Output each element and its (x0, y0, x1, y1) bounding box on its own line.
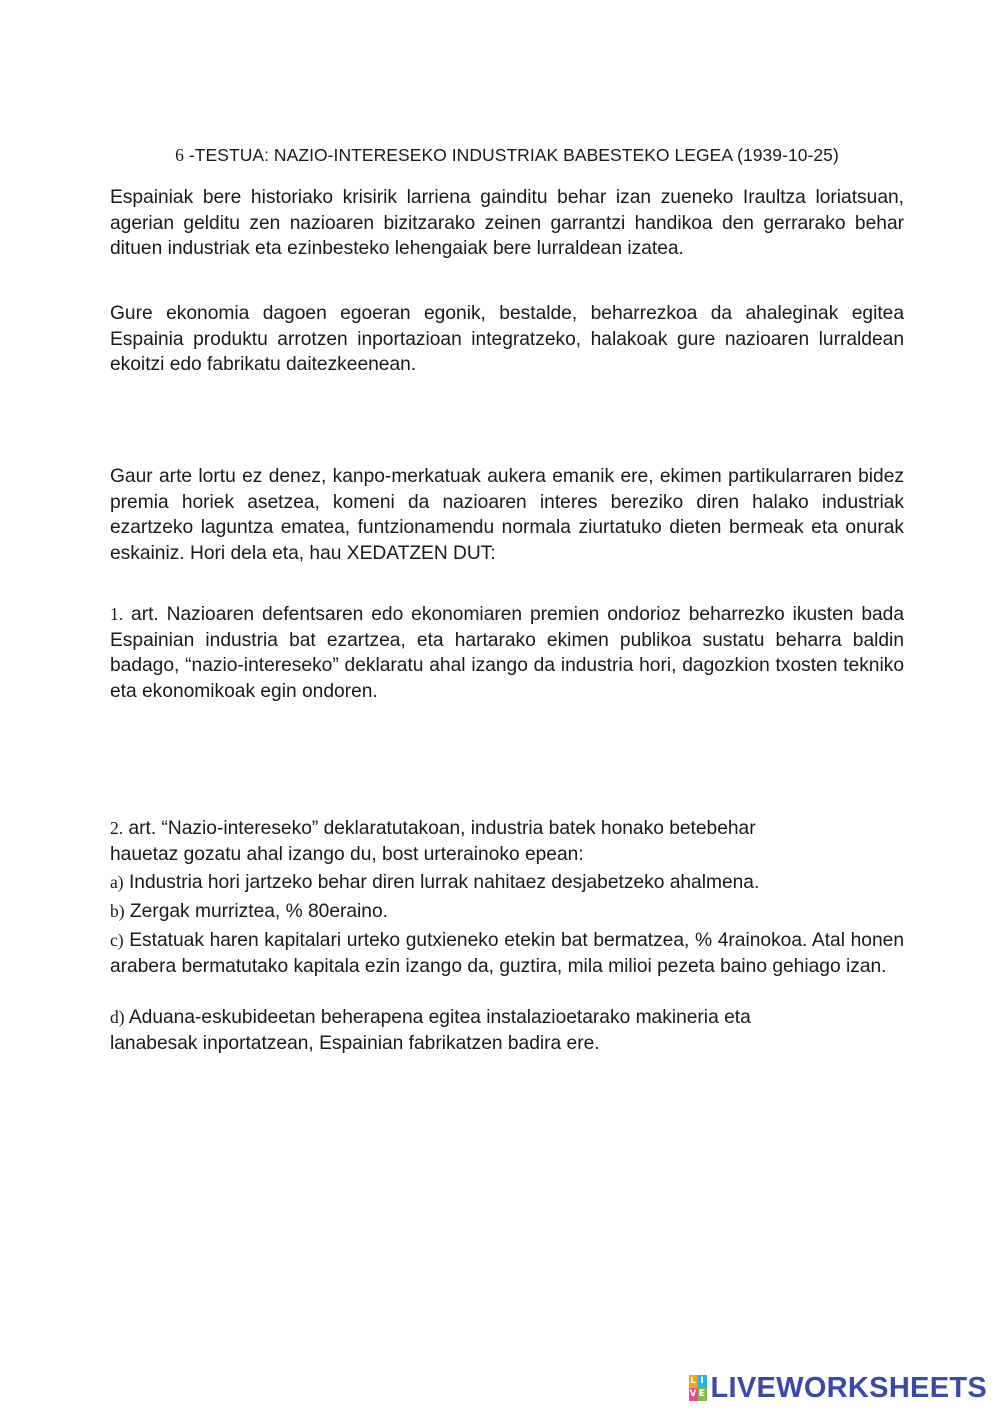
article-2-number: 2. (110, 818, 124, 838)
logo-letter-e: E (698, 1389, 706, 1399)
item-a-marker: a) (110, 872, 124, 892)
title-number: 6 (175, 145, 184, 165)
article-1-text: art. Nazioaren defentsaren edo ekonomiaren premien ondorioz beharrezko ikusten bada Espainian industria bat ezartzea, eta hartarako ekimen publikoa sustatu beharra baldin badago, “nazio-intereseko” deklaratu ahal izango da industria hori, dagozkion txosten tekniko eta ekonomikoak egin ondoren. (110, 604, 904, 702)
article-2-text-1: art. “Nazio-intereseko” deklaratutakoan, industria batek honako betebehar (123, 818, 756, 839)
title-text: -TESTUA: NAZIO-INTERESEKO INDUSTRIAK BABESTEKO LEGEA (1939-10-25) (188, 145, 839, 165)
item-c-text: Estatuak haren kapitalari urteko gutxieneko etekin bat bermatzea, % 4rainokoa. Atal honen arabera bermatutako kapitala ezin izango da, guztira, mila milioi pezeta baino gehiago izan. (110, 930, 904, 977)
item-d-text-1: Aduana-eskubideetan beherapena egitea instalazioetarako makineria eta (124, 1007, 751, 1028)
article-1 (110, 602, 904, 704)
liveworksheets-logo[interactable] (689, 1373, 988, 1403)
paragraph-1: Espainiak bere historiako krisirik larriena gainditu behar izan zueneko Iraultza loriatsuan, agerian gelditu zen nazioaren bizitzarako zeinen garrantzi handikoa den gerrarako behar dituen industriak eta ezinbesteko lehengaiak bere lurraldean izatea. (110, 187, 904, 260)
article-2-line-2: hauetaz gozatu ahal izango du, bost urterainoko epean: (110, 843, 584, 865)
paragraph-2: Gure ekonomia dagoen egoeran egonik, bestalde, beharrezkoa da ahaleginak egitea Espainia produktu arrotzen inportazioan integratzeko, halakoak gure nazioaren lurraldean ekoitzi edo fabrikatu daitezkeenean. (110, 303, 904, 376)
logo-mark-icon (689, 1375, 707, 1401)
list-item-b (110, 899, 904, 925)
logo-letter-v: V (689, 1389, 697, 1399)
list-item-d (110, 1005, 904, 1056)
article-2 (110, 816, 904, 867)
item-c-marker: c) (110, 930, 124, 950)
list-item-a (110, 870, 904, 896)
item-d-line-1 (110, 1005, 904, 1031)
logo-letter-l: L (690, 1376, 696, 1386)
item-d-marker: d) (110, 1007, 125, 1027)
article-1-number: 1. (110, 604, 124, 624)
item-b-text: Zergak murriztea, % 80eraino. (124, 901, 388, 922)
paragraph-3: Gaur arte lortu ez denez, kanpo-merkatuak aukera emanik ere, ekimen partikularraren bidez premia horiek asetzea, komeni da nazioaren interes bereziko diren halako industriak ezartzeko laguntza ematea, funtzionamendu normala ziurtatuko dieten bermeak eta onurak eskainiz. Hori dela eta, hau XEDATZEN DUT: (110, 466, 904, 564)
item-b-marker: b) (110, 901, 125, 921)
item-a-text: Industria hori jartzeko behar diren lurrak nahitaez desjabetzeko ahalmena. (123, 872, 760, 893)
list-item-c (110, 928, 904, 979)
logo-letter-i: I (698, 1375, 707, 1388)
item-d-line-2: lanabesak inportatzean, Espainian fabrikatzen badira ere. (110, 1032, 600, 1054)
page-title (110, 145, 904, 166)
logo-text: LIVEWORKSHEETS (710, 1371, 987, 1404)
article-2-line-1 (110, 816, 904, 842)
